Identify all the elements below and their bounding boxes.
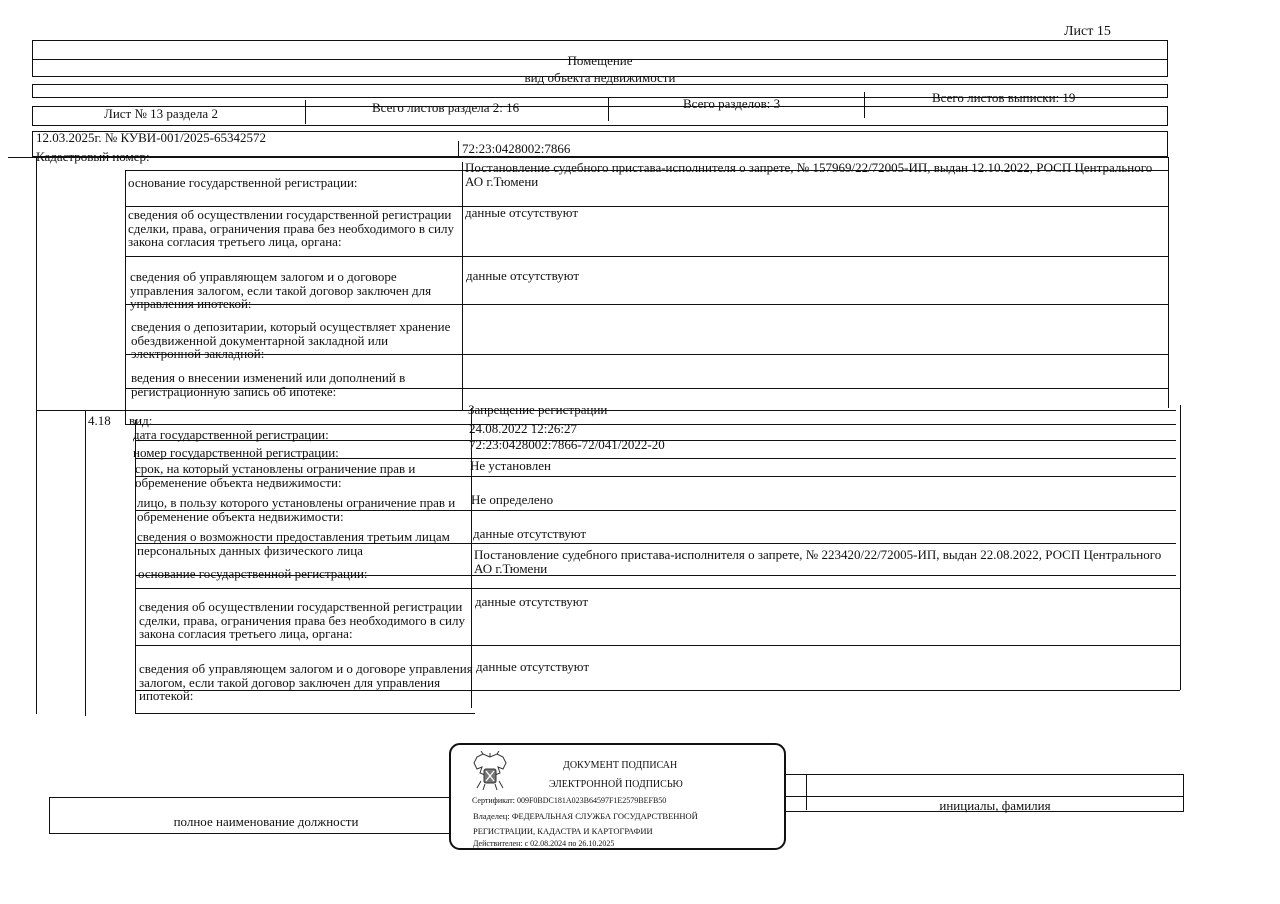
row-line [125, 256, 1168, 257]
object-caption: вид объекта недвижимости [524, 70, 676, 85]
stamp-title-2: ЭЛЕКТРОННОЙ ПОДПИСЬЮ [549, 779, 683, 790]
stamp-owner-line-2: РЕГИСТРАЦИИ, КАДАСТРА И КАРТОГРАФИИ [473, 826, 653, 836]
prev-label-pledge-manager: сведения об управляющем залогом и о договоре управления залогом, если такой договор заключен для управления ипотекой: [130, 269, 432, 311]
divider [864, 92, 865, 118]
prev-label-basis: основание государственной регистрации: [128, 175, 358, 190]
initials-caption: инициалы, фамилия [939, 798, 1051, 813]
value-kind: Запрещение регистрации [468, 402, 608, 417]
divider [608, 97, 609, 121]
stamp-certificate: Сертификат: 009F0BDC181A023B64597F1E2579BEFB50 [472, 796, 667, 805]
label-personal-data: сведения о возможности предоставления третьим лицам персональных данных физического лица [137, 529, 450, 558]
prev-value-basis: Постановление судебного пристава-исполнителя о запрете, № 157969/22/72005-ИП, выдан 12.10.2022, РОСП Центрального АО г.Тюмени [465, 160, 1153, 189]
stamp-validity: Действителен: с 02.08.2024 по 26.10.2025 [473, 839, 615, 848]
label-basis: основание государственной регистрации: [138, 566, 368, 581]
value-reg-number: 72:23:0428002:7866-72/041/2022-20 [469, 437, 665, 452]
total-extract-sheets: Всего листов выписки: 19 [932, 90, 1076, 105]
total-sections: Всего разделов: 3 [683, 96, 781, 111]
label-term: срок, на который установлены ограничение прав и обременение объекта недвижимости: [135, 461, 416, 490]
table-border [125, 170, 126, 424]
electronic-signature-stamp [449, 743, 786, 850]
entry-number: 4.18 [88, 413, 111, 428]
label-kind: вид: [129, 413, 153, 428]
prev-value-pledge-manager: данные отсутствуют [466, 268, 580, 283]
label-reg-number: номер государственной регистрации: [133, 445, 339, 460]
prev-label-third-party: сведения об осуществлении государственной регистрации сделки, права, ограничения права без необходимого в силу закона согласия третьего лица, органа: [128, 207, 454, 249]
value-third-party: данные отсутствуют [475, 594, 589, 609]
divider [458, 141, 459, 157]
divider [305, 100, 306, 124]
sheet-label: Лист 15 [1064, 24, 1111, 39]
total-section-sheets: Всего листов раздела 2: 16 [372, 100, 520, 115]
stamp-owner-line-1: Владелец: ФЕДЕРАЛЬНАЯ СЛУЖБА ГОСУДАРСТВЕННОЙ [473, 811, 698, 821]
object-name: Помещение [567, 53, 633, 68]
table-border [36, 157, 37, 714]
row-line [135, 588, 1180, 589]
cadastral-label: Кадастровый номер: [36, 149, 150, 164]
value-beneficiary: Не определено [471, 492, 554, 507]
table-border [85, 410, 86, 716]
value-pledge-manager: данные отсутствуют [476, 659, 590, 674]
date-number: 12.03.2025г. № КУВИ-001/2025-65342572 [36, 130, 266, 145]
value-personal-data: данные отсутствуют [473, 526, 587, 541]
table-border [1168, 157, 1169, 408]
prev-label-depositary: сведения о депозитарии, который осуществляет хранение обездвиженной документарной закладной или электронной закладной: [131, 319, 451, 361]
coat-of-arms-icon [471, 751, 509, 791]
prev-value-third-party: данные отсутствуют [465, 205, 579, 220]
divider [806, 774, 807, 810]
value-basis: Постановление судебного пристава-исполнителя о запрете, № 223420/22/72005-ИП, выдан 22.08.2022, РОСП Центрального АО г.Тюмени [474, 547, 1162, 576]
cadastral-number: 72:23:0428002:7866 [462, 141, 571, 156]
value-term: Не установлен [470, 458, 551, 473]
label-third-party: сведения об осуществлении государственной регистрации сделки, права, ограничения права без необходимого в силу закона согласия третьего лица, органа: [139, 599, 465, 641]
value-reg-date: 24.08.2022 12:26:27 [469, 421, 577, 436]
sheet-of-section: Лист № 13 раздела 2 [104, 106, 218, 121]
stamp-title-1: ДОКУМЕНТ ПОДПИСАН [563, 760, 678, 771]
label-pledge-manager: сведения об управляющем залогом и о договоре управления залогом, если такой договор заключен для управления ипотекой: [139, 661, 473, 703]
label-beneficiary: лицо, в пользу которого установлены ограничение прав и обременение объекта недвижимости: [137, 495, 456, 524]
row-line [125, 424, 1176, 425]
row-line [135, 713, 475, 714]
table-border [1180, 405, 1181, 690]
label-reg-date: дата государственной регистрации: [133, 427, 329, 442]
position-caption: полное наименование должности [173, 814, 359, 829]
prev-label-changes: ведения о внесении изменений или дополнений в регистрационную запись об ипотеке: [131, 370, 406, 399]
divider [8, 157, 1168, 158]
row-line [135, 645, 1180, 646]
